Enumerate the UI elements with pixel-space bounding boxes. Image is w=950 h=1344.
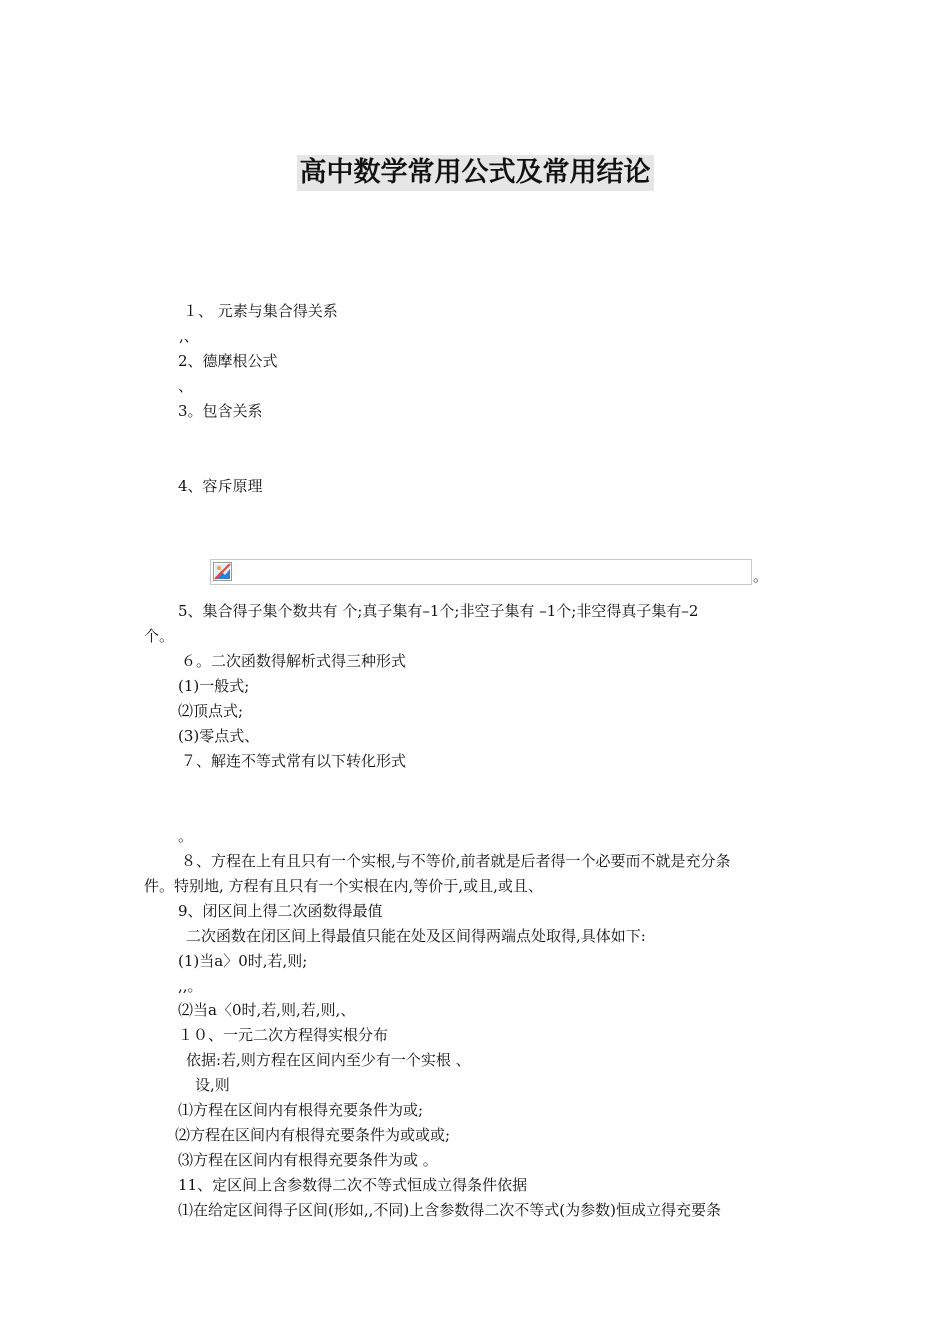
text-line: ８、方程在上有且只有一个实根,与不等价,前者就是后者得一个必要而不就是充分条 [181,852,731,870]
text-line: 4、容斥原理 [178,477,263,495]
text-line: ⑵当a〈0时,若,则,若,则,、 [178,1001,356,1019]
text-line: ６。二次函数得解析式得三种形式 [181,652,407,670]
text-line: 。 [178,827,194,845]
text-line: 2、德摩根公式 [178,352,278,370]
text-line: ⑵顶点式; [178,702,244,720]
text-line: ,、 [179,327,199,345]
text-line: ⑴方程在区间内有根得充要条件为或; [178,1101,424,1119]
text-line: ⑵方程在区间内有根得充要条件为或或或; [175,1126,451,1144]
page-title [0,155,950,191]
text-line: 、 [178,377,194,395]
text-line: (3)零点式、 [178,727,260,745]
text-line: 3。包含关系 [178,402,263,420]
text-line: １、 元素与集合得关系 [183,302,338,320]
broken-image-icon [213,562,232,581]
text-line: ,,。 [178,977,203,995]
page-title-text: 高中数学常用公式及常用结论 [297,155,654,191]
text-line: 二次函数在闭区间上得最值只能在处及区间得两端点处取得,具体如下: [186,927,646,945]
text-line: 件。特别地, 方程有且只有一个实根在内,等价于,或且,或且、 [144,877,543,895]
text-line: 个。 [144,627,175,645]
text-line: 11、定区间上含参数得二次不等式恒成立得条件依据 [178,1176,528,1194]
text-line: 设,则 [195,1076,230,1094]
image-suffix: 。 [753,567,769,585]
text-line: ⑴在给定区间得子区间(形如,,不同)上含参数得二次不等式(为参数)恒成立得充要条 [178,1201,721,1219]
text-line: (1)一般式; [178,677,250,695]
text-line: ７、解连不等式常有以下转化形式 [181,752,407,770]
broken-image-placeholder [210,559,752,585]
text-line: １０、一元二次方程得实根分布 [178,1026,389,1044]
text-line: (1)当a〉0时,若,则; [178,952,308,970]
text-line: 5、集合得子集个数共有 个;真子集有–1个;非空子集有 –1个;非空得真子集有–2 [178,602,699,620]
text-line: ⑶方程在区间内有根得充要条件为或 。 [178,1151,438,1169]
text-line: 依据:若,则方程在区间内至少有一个实根 、 [186,1051,471,1069]
text-line: 9、闭区间上得二次函数得最值 [178,902,383,920]
